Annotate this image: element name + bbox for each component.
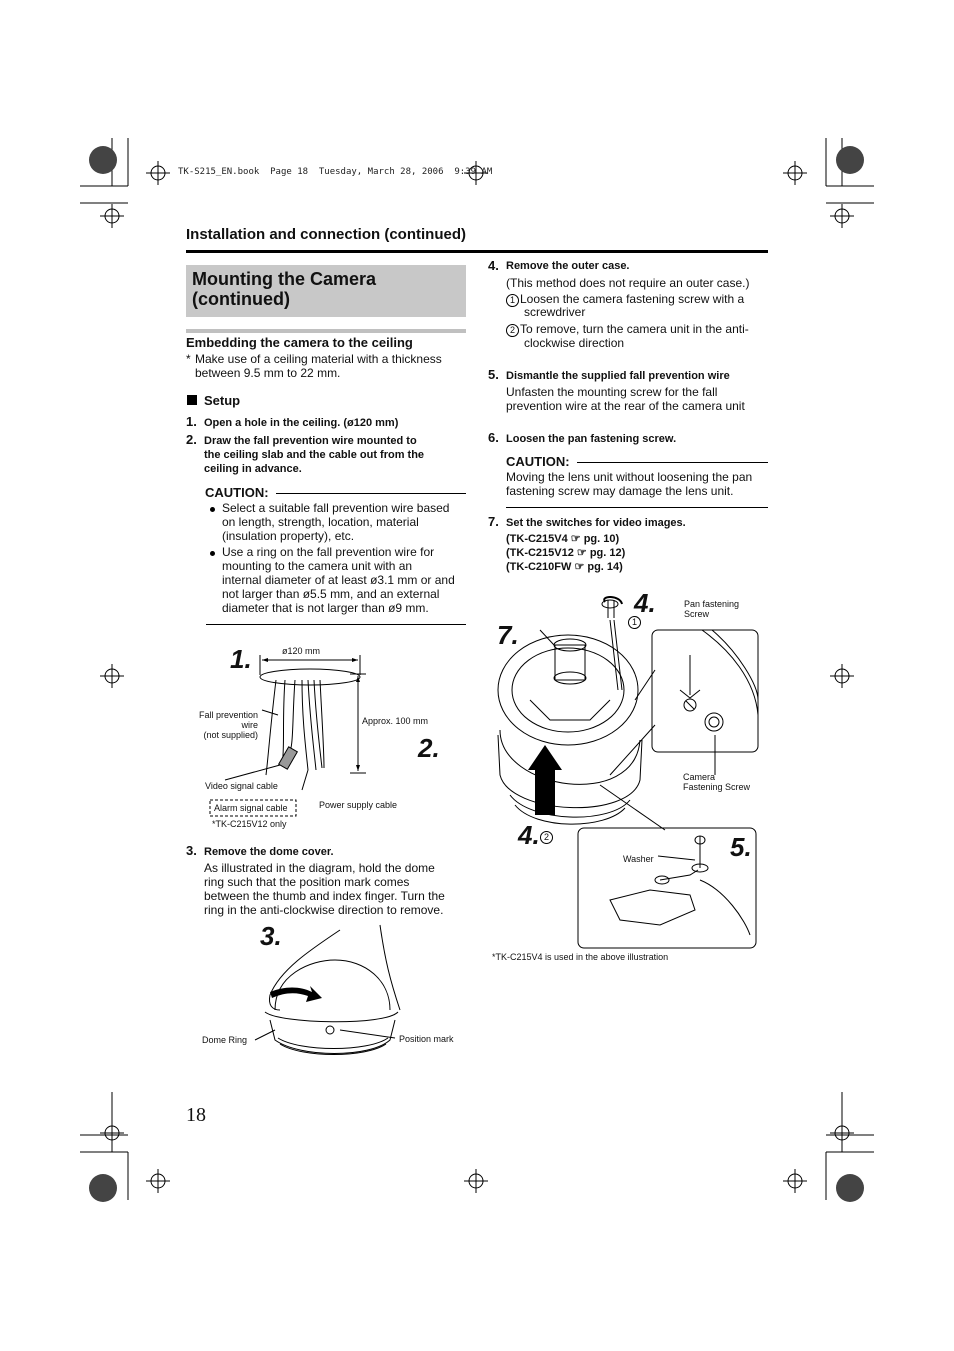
bullet-dot	[210, 507, 215, 512]
note-line-2: between 9.5 mm to 22 mm.	[195, 366, 341, 380]
step7-ref-1: (TK-C215V4 ☞ pg. 10)	[506, 533, 620, 545]
alarm-cable-label: Alarm signal cable	[214, 803, 288, 813]
camera-screw-line2: Fastening Screw	[683, 782, 751, 792]
fall-wire-label	[196, 710, 258, 740]
subsection-title: Embedding the camera to the ceiling	[186, 335, 413, 350]
fall-wire-line2: wire	[241, 720, 258, 730]
figure-step-4b-label: 4.	[518, 820, 540, 850]
step2-line-1: Draw the fall prevention wire mounted to	[204, 435, 417, 447]
step7-ref-3: (TK-C210FW ☞ pg. 14)	[506, 561, 623, 573]
note-line-1: Make use of a ceiling material with a thickness	[195, 352, 442, 366]
step3-line-4: ring in the anti-clockwise direction to remove.	[204, 903, 444, 917]
caution1-label: CAUTION:	[205, 485, 269, 500]
step5-line-1: Unfasten the mounting screw for the fall	[506, 385, 718, 399]
step2-number: 2.	[186, 432, 197, 447]
step7-number: 7.	[488, 514, 499, 529]
figure-step-2-label: 2.	[418, 733, 440, 763]
caution1-bullet2-line5: diameter that is not larger than ø9 mm.	[222, 601, 429, 615]
setup-label: Setup	[204, 393, 241, 408]
pan-screw-line2: Screw	[684, 609, 710, 619]
book-info-line: TK-S215_EN.book Page 18 Tuesday, March 28, 2006 9:39 AM	[178, 167, 493, 177]
approx-label: Approx. 100 mm	[362, 716, 429, 726]
step5-number: 5.	[488, 367, 499, 382]
step1-number: 1.	[186, 414, 197, 429]
step3-number: 3.	[186, 843, 197, 858]
step3-line-3: between the thumb and index finger. Turn the	[204, 889, 445, 903]
caution2-line-2: fastening screw may damage the lens unit.	[506, 484, 734, 498]
camera-screw-line1: Camera	[683, 772, 716, 782]
pan-screw-line1: Pan fastening	[684, 599, 740, 609]
caution2-line	[577, 462, 768, 463]
circled-1-icon: 1	[506, 294, 519, 307]
section-title-line2: (continued)	[192, 289, 290, 309]
caution2-end-rule	[506, 507, 768, 508]
header-rule	[186, 250, 768, 253]
caution1-bullet1-line2: on length, strength, location, material	[222, 515, 419, 529]
step2-line-2: the ceiling slab and the cable out from the	[204, 449, 425, 461]
figure-step-7-label: 7.	[497, 620, 519, 650]
figure-step-1-label: 1.	[230, 644, 252, 674]
step7-title: Set the switches for video images.	[506, 517, 686, 529]
step4-note: (This method does not require an outer case.)	[506, 276, 750, 290]
step6-title: Loosen the pan fastening screw.	[506, 433, 677, 445]
step4-number: 4.	[488, 258, 499, 273]
section-title	[186, 265, 466, 317]
dome-ring-label: Dome Ring	[202, 1035, 248, 1045]
circled-2-icon: 2	[540, 831, 553, 844]
caution1-bullet1-line1: Select a suitable fall prevention wire based	[222, 501, 450, 515]
fall-wire-line1: Fall prevention	[198, 710, 258, 720]
pan-screw-label	[684, 599, 739, 619]
caution2-line-1: Moving the lens unit without loosening the pan	[506, 470, 753, 484]
section-title-line1: Mounting the Camera	[192, 269, 377, 289]
page-header: Installation and connection (continued)	[186, 226, 466, 243]
step3-line-1: As illustrated in the diagram, hold the dome	[204, 861, 435, 875]
page-number: 18	[186, 1104, 206, 1126]
washer-label: Washer	[623, 854, 654, 864]
title-rule	[186, 329, 466, 333]
figure-footnote: *TK-C215V4 is used in the above illustration	[492, 952, 669, 962]
figure-step-5-label: 5.	[730, 832, 752, 862]
caution1-bullet2-line2: mounting to the camera unit with an	[222, 559, 413, 573]
step4-title: Remove the outer case.	[506, 260, 630, 272]
step7-ref-2: (TK-C215V12 ☞ pg. 12)	[506, 547, 626, 559]
step4-sub1-line1: Loosen the camera fastening screw with a	[520, 292, 745, 306]
square-bullet-icon	[187, 395, 197, 405]
caution1-bullet1-line3: (insulation property), etc.	[222, 529, 355, 543]
video-cable-label: Video signal cable	[205, 781, 278, 791]
caution1-end-rule	[206, 624, 466, 625]
power-cable-label: Power supply cable	[319, 800, 398, 810]
step1-text: Open a hole in the ceiling. (ø120 mm)	[204, 417, 399, 429]
step3-title: Remove the dome cover.	[204, 846, 334, 858]
figure-step-4a-label: 4.	[634, 588, 656, 618]
step6-number: 6.	[488, 430, 499, 445]
bullet-dot	[210, 551, 215, 556]
caution1-line	[276, 493, 466, 494]
caution1-bullet2-line1: Use a ring on the fall prevention wire for	[222, 545, 435, 559]
caution1-bullet2-line3: internal diameter of at least ø3.1 mm or and	[222, 573, 455, 587]
step5-title: Dismantle the supplied fall prevention wire	[506, 370, 730, 382]
position-mark-label: Position mark	[399, 1034, 454, 1044]
alarm-note: *TK-C215V12 only	[212, 819, 287, 829]
note-star: *	[186, 352, 191, 366]
step4-sub1-line2: screwdriver	[524, 305, 586, 319]
caution1-bullet2-line4: not larger than ø5.5 mm, and an external	[222, 587, 440, 601]
caution2-label: CAUTION:	[506, 454, 570, 469]
step3-line-2: ring such that the position mark comes	[204, 875, 410, 889]
circled-2-icon: 2	[506, 324, 519, 337]
step4-sub2-line2: clockwise direction	[524, 336, 625, 350]
step4-sub2-line1: To remove, turn the camera unit in the anti-	[520, 322, 749, 336]
circled-1-icon: 1	[628, 616, 641, 629]
diameter-label: ø120 mm	[282, 646, 321, 656]
step5-line-2: prevention wire at the rear of the camera unit	[506, 399, 745, 413]
step4-sub2	[506, 323, 749, 337]
fall-wire-line3: (not supplied)	[203, 730, 258, 740]
figure-step-3-label: 3.	[260, 921, 282, 951]
step2-line-3: ceiling in advance.	[204, 463, 302, 475]
camera-screw-label	[683, 772, 750, 792]
